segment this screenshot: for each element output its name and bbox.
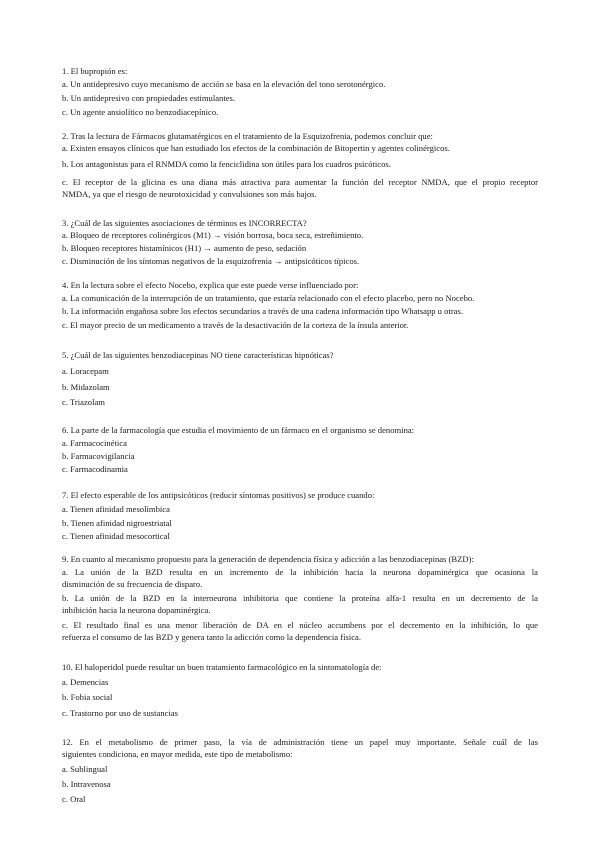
question-3-option-a: a. Bloqueo de receptores colinérgicos (M1) → visión borrosa, boca seca, estreñimiento. — [62, 230, 364, 240]
question-3-stem: 3. ¿Cuál de las siguientes asociaciones de términos es INCORRECTA? — [62, 218, 307, 228]
question-4-option-b: b. La información engañosa sobre los efectos secundarios a través de una cadena información tipo Whatsapp u otras. — [62, 306, 463, 316]
question-2-option-b: b. Los antagonistas para el RNMDA como la fenciclidina son útiles para los cuadros psicóticos. — [62, 159, 391, 169]
question-1-stem: 1. El bupropión es: — [62, 66, 128, 76]
question-5-option-b: b. Midazolam — [62, 382, 110, 392]
question-1-option-c: c. Un agente ansiolítico no benzodiacepínico. — [62, 107, 219, 117]
question-5-option-a: a. Loracepam — [62, 366, 109, 376]
question-7-option-a: a. Tienen afinidad mesolímbica — [62, 504, 170, 514]
question-1-option-a: a. Un antidepresivo cuyo mecanismo de acción se basa en la elevación del tono serotonérgico. — [62, 79, 386, 89]
question-10-stem: 10. El haloperidol puede resultar un buen tratamiento farmacológico en la sintomatología de: — [62, 662, 382, 672]
question-12-option-b: b. Intravenosa — [62, 779, 111, 789]
question-6-option-a: a. Farmacocinética — [62, 438, 127, 448]
question-6-option-b: b. Farmacovigilancia — [62, 451, 135, 461]
question-4-option-c: c. El mayor precio de un medicamento a través de la desactivación de la corteza de la ínsula anterior. — [62, 320, 409, 330]
question-4-stem: 4. En la lectura sobre el efecto Nocebo, explica que este puede verse influenciado por: — [62, 280, 359, 290]
question-9-option-b: b. La unión de la BZD en la interneurona inhibitoria que contiene la proteína alfa-1 resulta en un decremento de la — [62, 593, 538, 603]
question-9-option-c-cont: refuerza el consumo de las BZD y genera tanto la adicción como la dependencia física. — [62, 632, 361, 642]
question-7-stem: 7. El efecto esperable de los antipsicóticos (reducir síntomas positivos) se produce cuando: — [62, 490, 375, 500]
question-7-option-b: b. Tienen afinidad nigroestriatal — [62, 518, 172, 528]
question-5-stem: 5. ¿Cuál de las siguientes benzodiacepinas NO tiene características hipnóticas? — [62, 350, 334, 360]
question-10-option-a: a. Demencias — [62, 677, 109, 687]
question-7-option-c: c. Tienen afinidad mesocortical — [62, 531, 170, 541]
question-10-option-b: b. Fobia social — [62, 692, 113, 702]
question-2-stem: 2. Tras la lectura de Fármacos glutamatérgicos en el tratamiento de la Esquizofrenia, podemos concluir que: — [62, 131, 433, 141]
question-3-option-b: b. Bloqueo receptores histamínicos (H1) → aumento de peso, sedación — [62, 243, 307, 253]
question-12-stem: 12. En el metabolismo de primer paso, la vía de administración tiene un papel muy importante. Señale cuál de las — [62, 737, 538, 747]
question-3-option-c: c. Disminución de los síntomas negativos de la esquizofrenia → antipsicóticos típicos. — [62, 256, 360, 266]
question-12-option-a: a. Sublingual — [62, 764, 108, 774]
question-4-option-a: a. La comunicación de la interrupción de un tratamiento, que estaría relacionado con el efecto placebo, pero no Nocebo. — [62, 293, 475, 303]
question-9-stem: 9. En cuanto al mecanismo propuesto para la generación de dependencia física y adicción a las benzodiacepinas (BZD): — [62, 554, 474, 564]
question-2-option-c-cont: NMDA, ya que el riesgo de neurotoxicidad y convulsiones son más bajos. — [62, 189, 317, 199]
question-2-option-a: a. Existen ensayos clínicos que han estudiado los efectos de la combinación de Bitopertin y agentes colinérgicos. — [62, 143, 450, 153]
question-9-option-a-cont: disminución de su frecuencia de disparo. — [62, 579, 203, 589]
question-12-stem-cont: siguientes condiciona, en mayor medida, este tipo de metabolismo: — [62, 749, 293, 759]
question-6-stem: 6. La parte de la farmacología que estudia el movimiento de un fármaco en el organismo se denomina: — [62, 425, 415, 435]
question-9-option-a: a. La unión de la BZD resulta en un incremento de la inhibición hacia la neurona dopaminérgica que ocasiona la — [62, 567, 538, 577]
question-5-option-c: c. Triazolam — [62, 397, 105, 407]
question-12-option-c: c. Oral — [62, 794, 86, 804]
question-2-option-c: c. El receptor de la glicina es una diana más atractiva para aumentar la función del receptor NMDA, que el propio receptor — [62, 177, 538, 187]
question-9-option-b-cont: inhibición hacia la neurona dopaminérgica. — [62, 605, 211, 615]
question-6-option-c: c. Farmacodinamia — [62, 464, 128, 474]
question-9-option-c: c. El resultado final es una menor liberación de DA en el núcleo accumbens por el decremento en la inhibición, lo que — [62, 620, 538, 630]
question-10-option-c: c. Trastorno por uso de sustancias — [62, 708, 179, 718]
question-1-option-b: b. Un antidepresivo con propiedades estimulantes. — [62, 93, 236, 103]
